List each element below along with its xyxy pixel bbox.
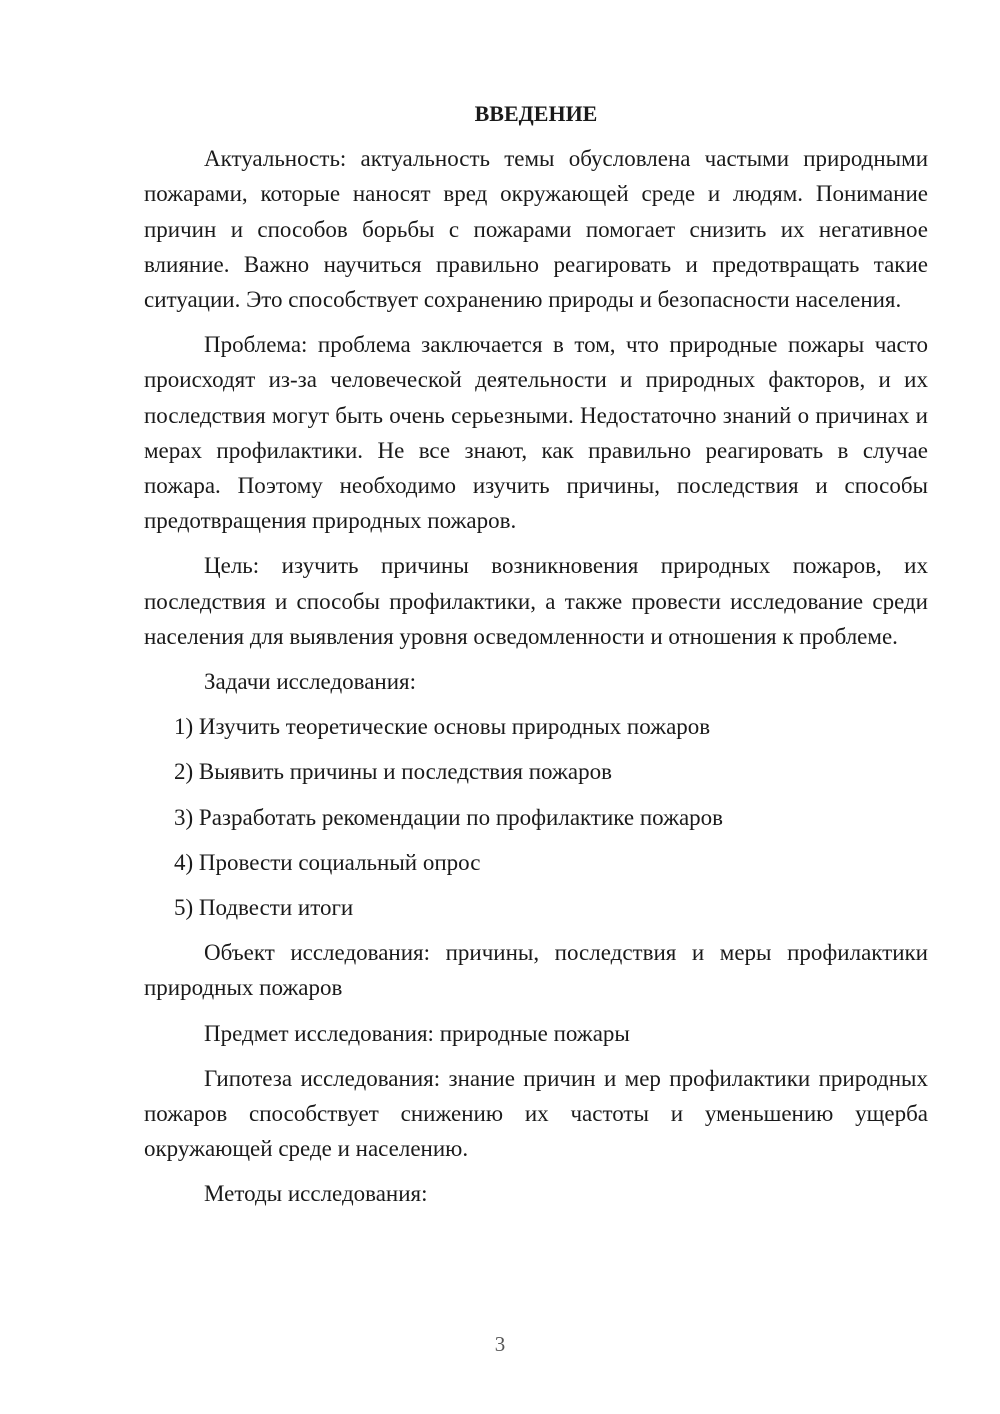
task-item: 4) Провести социальный опрос [174,849,481,875]
methods-heading: Методы исследования: [204,1181,428,1207]
hypothesis-paragraph: Гипотеза исследования: знание причин и мер профилактики природных пожаров способствует снижению их частоты и уменьшению ущерба окружающей среде и населению. [144,1065,928,1162]
relevance-paragraph: Актуальность: актуальность темы обусловлена частыми природными пожарами, которые наносят вред окружающей среде и людям. Понимание причин и способов борьбы с пожарами помогает снизить их негативное влияние. Важно научиться правильно реагировать и предотвращать такие ситуации. Это способствует сохранению природы и безопасности населения. [144,146,928,313]
subject-paragraph: Предмет исследования: природные пожары [204,1020,630,1046]
goal-paragraph: Цель: изучить причины возникновения природных пожаров, их последствия и способы профилактики, а также провести исследование среди населения для выявления уровня осведомленности и отношения к проблеме. [144,553,928,649]
page-number: 3 [494,1332,506,1356]
problem-paragraph: Проблема: проблема заключается в том, что природные пожары часто происходят из-за человеческой деятельности и природных факторов, и их последствия могут быть очень серьезными. Недостаточно знаний о причинах и мерах профилактики. Не все знают, как правильно реагировать в случае пожара. Поэтому необходимо изучить причины, последствия и способы предотвращения природных пожаров. [144,332,928,534]
task-item: 2) Выявить причины и последствия пожаров [174,759,612,785]
task-item: 5) Подвести итоги [174,895,354,921]
task-item: 1) Изучить теоретические основы природных пожаров [174,714,711,740]
task-item: 3) Разработать рекомендации по профилактике пожаров [174,804,724,830]
object-paragraph: Объект исследования: причины, последствия и меры профилактики природных пожаров [144,940,928,1001]
document-body [144,96,928,1222]
tasks-list [144,709,928,925]
section-title: ВВЕДЕНИЕ [474,101,598,126]
tasks-heading: Задачи исследования: [204,669,417,695]
